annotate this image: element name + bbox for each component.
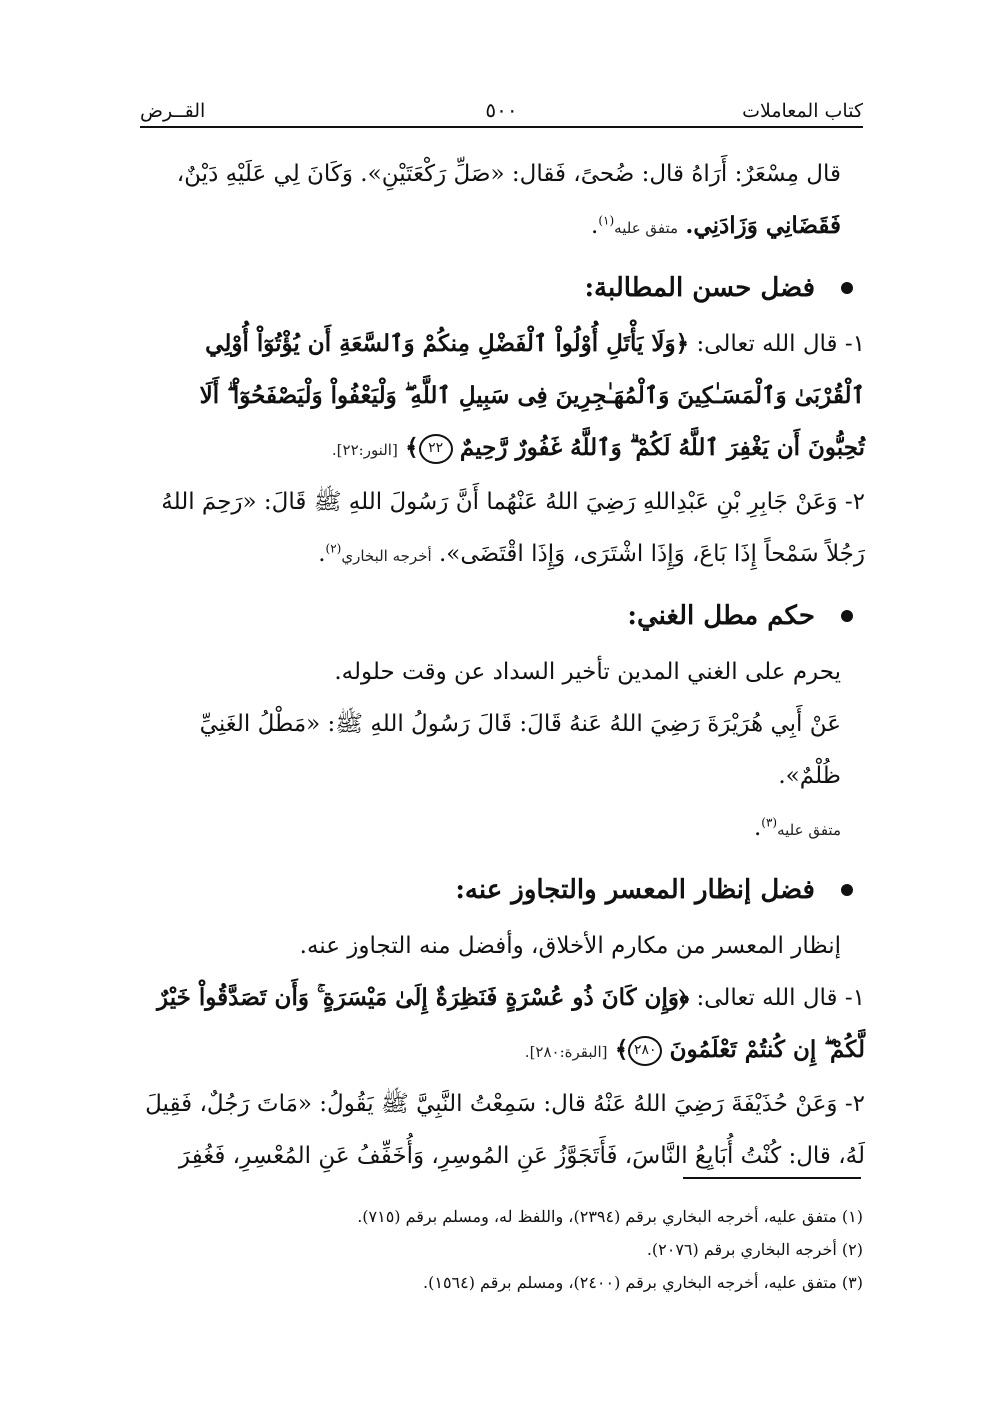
- source-reference: أخرجه البخاري: [341, 547, 432, 565]
- source-reference: متفق عليه: [777, 821, 841, 839]
- paragraph-hadith: عَنْ أَبِي هُرَيْرَةَ رَضِيَ اللهُ عَنهُ قَالَ: قَالَ رَسُولُ اللهِ ﷺ: «مَطْلُ الغَنِيِّ ظُلْمٌ». متفق عليه$^{(٣)}$.: [199, 711, 841, 841]
- heading-text: فضل إنظار المعسر والتجاوز عنه:: [455, 875, 815, 905]
- footnote-separator: [683, 1177, 861, 1179]
- surah-reference: [النور:٢٢].: [331, 441, 398, 459]
- page-header: [140, 92, 863, 128]
- aya-number-icon: ٢٢: [419, 434, 453, 464]
- bullet-icon: [841, 884, 853, 896]
- book-title: كتاب المعاملات: [742, 100, 863, 122]
- footnote-item: (٣) متفق عليه، أخرجه البخاري برقم (٢٤٠٠)، ومسلم برقم (١٥٦٤).: [423, 1273, 863, 1292]
- page-number: ٥٠٠: [485, 98, 518, 122]
- footnote-item: (١) متفق عليه، أخرجه البخاري برقم (٢٣٩٤)، واللفظ له، ومسلم برقم (٧١٥).: [357, 1207, 863, 1226]
- paragraph-hadith-continuation: قال مِسْعَرٌ: أَرَاهُ قال: ضُحىً، فَقال: «صَلِّ رَكْعَتَيْنِ». وَكَانَ لِي عَلَيْهِ دَيْنٌ، فَقَضَانِي وَزَادَنِي. متفق عليه$^{(١)}$.: [176, 161, 841, 239]
- footnotes: [140, 1200, 863, 1299]
- chapter-title: القــرض: [140, 100, 206, 122]
- list-item-verse: ١- قال الله تعالى: ﴿وَإِن كَانَ ذُو عُسْرَةٍ فَنَظِرَةٌ إِلَىٰ مَيْسَرَةٍ ۚ وَأَن تَصَدَّقُواْ خَيْرٌ لَّكُمْ ۖ إِن كُنتُمْ تَعْلَمُونَ ٢٨٠﴾ [البقرة:٢٨٠].: [138, 972, 865, 1078]
- section-heading: [138, 262, 865, 314]
- hadith-text-line2: فَقَضَانِي وَزَادَنِي.: [685, 212, 841, 239]
- list-item-verse: ١- قال الله تعالى: ﴿وَلَا يَأْتَلِ أُوْلُواْ ٱلْفَضْلِ مِنكُمْ وَٱلسَّعَةِ أَن يُؤْتُوٓاْ أُوْلِي ٱلْقُرْبَىٰ وَٱلْمَسَـٰكِينَ وَٱلْمُهَـٰجِرِينَ فِى سَبِيلِ ٱللَّهِ ۖ وَلْيَعْفُواْ وَلْيَصْفَحُوٓاْ ۗ أَلَا تُحِبُّونَ أَن يَغْفِرَ ٱللَّهُ لَكُمْ ۗ وَٱللَّهُ غَفُورٌ رَّحِيمٌ ٢٢﴾ [النور:٢٢].: [138, 318, 865, 476]
- section-heading: [138, 590, 865, 642]
- section-heading: [138, 864, 865, 916]
- footnote-marker: (٢): [325, 541, 342, 556]
- footnote-item: (٢) أخرجه البخاري برقم (٢٠٧٦).: [646, 1240, 863, 1259]
- hadith-text-line1: قال مِسْعَرٌ: أَرَاهُ قال: ضُحىً، فَقال: «صَلِّ رَكْعَتَيْنِ». وَكَانَ لِي عَلَيْهِ دَيْنٌ،: [176, 161, 841, 187]
- heading-text: حكم مطل الغني:: [627, 601, 815, 631]
- footnote-marker: (١): [598, 213, 615, 228]
- source-reference: متفق عليه: [614, 219, 679, 237]
- item-prefix: ١- قال الله تعالى:: [696, 985, 865, 1011]
- list-item-hadith: ٢- وَعَنْ جَابِرِ بْنِ عَبْدِاللهِ رَضِيَ اللهُ عَنْهُما أَنَّ رَسُولَ اللهِ ﷺ قَالَ: «رَحِمَ اللهُ رَجُلاً سَمْحاً إِذَا بَاعَ، وَإِذَا اشْتَرَى، وَإِذَا اقْتَضَى». أخرجه البخاري$^{(٢)}$.: [161, 489, 865, 567]
- bullet-icon: [841, 610, 853, 622]
- hadith-text: عَنْ أَبِي هُرَيْرَةَ رَضِيَ اللهُ عَنهُ قَالَ: قَالَ رَسُولُ اللهِ ﷺ: «مَطْلُ الغَنِيِّ ظُلْمٌ».: [199, 711, 841, 789]
- paragraph-virtue: إنظار المعسر من مكارم الأخلاق، وأفضل منه التجاوز عنه.: [299, 933, 841, 959]
- item-prefix: ١- قال الله تعالى:: [696, 331, 865, 357]
- list-item-hadith: ٢- وَعَنْ حُذَيْفَةَ رَضِيَ اللهُ عَنْهُ قال: سَمِعْتُ النَّبِيَّ ﷺ يَقُولُ: «مَاتَ رَجُلٌ، فَقِيلَ لَهُ، قال: كُنْتُ أُبَايِعُ النَّاسَ، فَأَتَجَوَّزُ عَنِ المُوسِرِ، وَأُخَفِّفُ عَنِ المُعْسِرِ، فَغُفِرَ: [145, 1091, 865, 1169]
- quran-verse: ﴿وَلَا يَأْتَلِ أُوْلُواْ ٱلْفَضْلِ مِنكُمْ وَٱلسَّعَةِ أَن يُؤْتُوٓاْ أُوْلِي ٱلْقُرْبَىٰ وَٱلْمَسَـٰكِينَ وَٱلْمُهَـٰجِرِينَ فِى سَبِيلِ ٱللَّهِ ۖ وَلْيَعْفُواْ وَلْيَصْفَحُوٓاْ ۗ أَلَا تُحِبُّونَ أَن يَغْفِرَ ٱللَّهُ لَكُمْ ۗ وَٱللَّهُ غَفُورٌ رَّحِيمٌ: [199, 330, 865, 461]
- footnote-marker: (٣): [761, 815, 778, 830]
- page-content: [138, 148, 865, 1182]
- aya-number-icon: ٢٨٠: [628, 1036, 662, 1066]
- quran-verse: ﴿وَإِن كَانَ ذُو عُسْرَةٍ فَنَظِرَةٌ إِلَىٰ مَيْسَرَةٍ ۚ وَأَن تَصَدَّقُواْ خَيْرٌ لَّكُمْ ۖ إِن كُنتُمْ تَعْلَمُونَ: [157, 984, 865, 1063]
- heading-text: فضل حسن المطالبة:: [584, 273, 815, 303]
- bullet-icon: [841, 282, 853, 294]
- hadith-text: ٢- وَعَنْ جَابِرِ بْنِ عَبْدِاللهِ رَضِيَ اللهُ عَنْهُما أَنَّ رَسُولَ اللهِ ﷺ قَالَ: «رَحِمَ اللهُ رَجُلاً سَمْحاً إِذَا بَاعَ، وَإِذَا اشْتَرَى، وَإِذَا اقْتَضَى».: [161, 489, 865, 567]
- paragraph-ruling: يحرم على الغني المدين تأخير السداد عن وقت حلوله.: [334, 659, 841, 685]
- surah-reference: [البقرة:٢٨٠].: [524, 1043, 608, 1061]
